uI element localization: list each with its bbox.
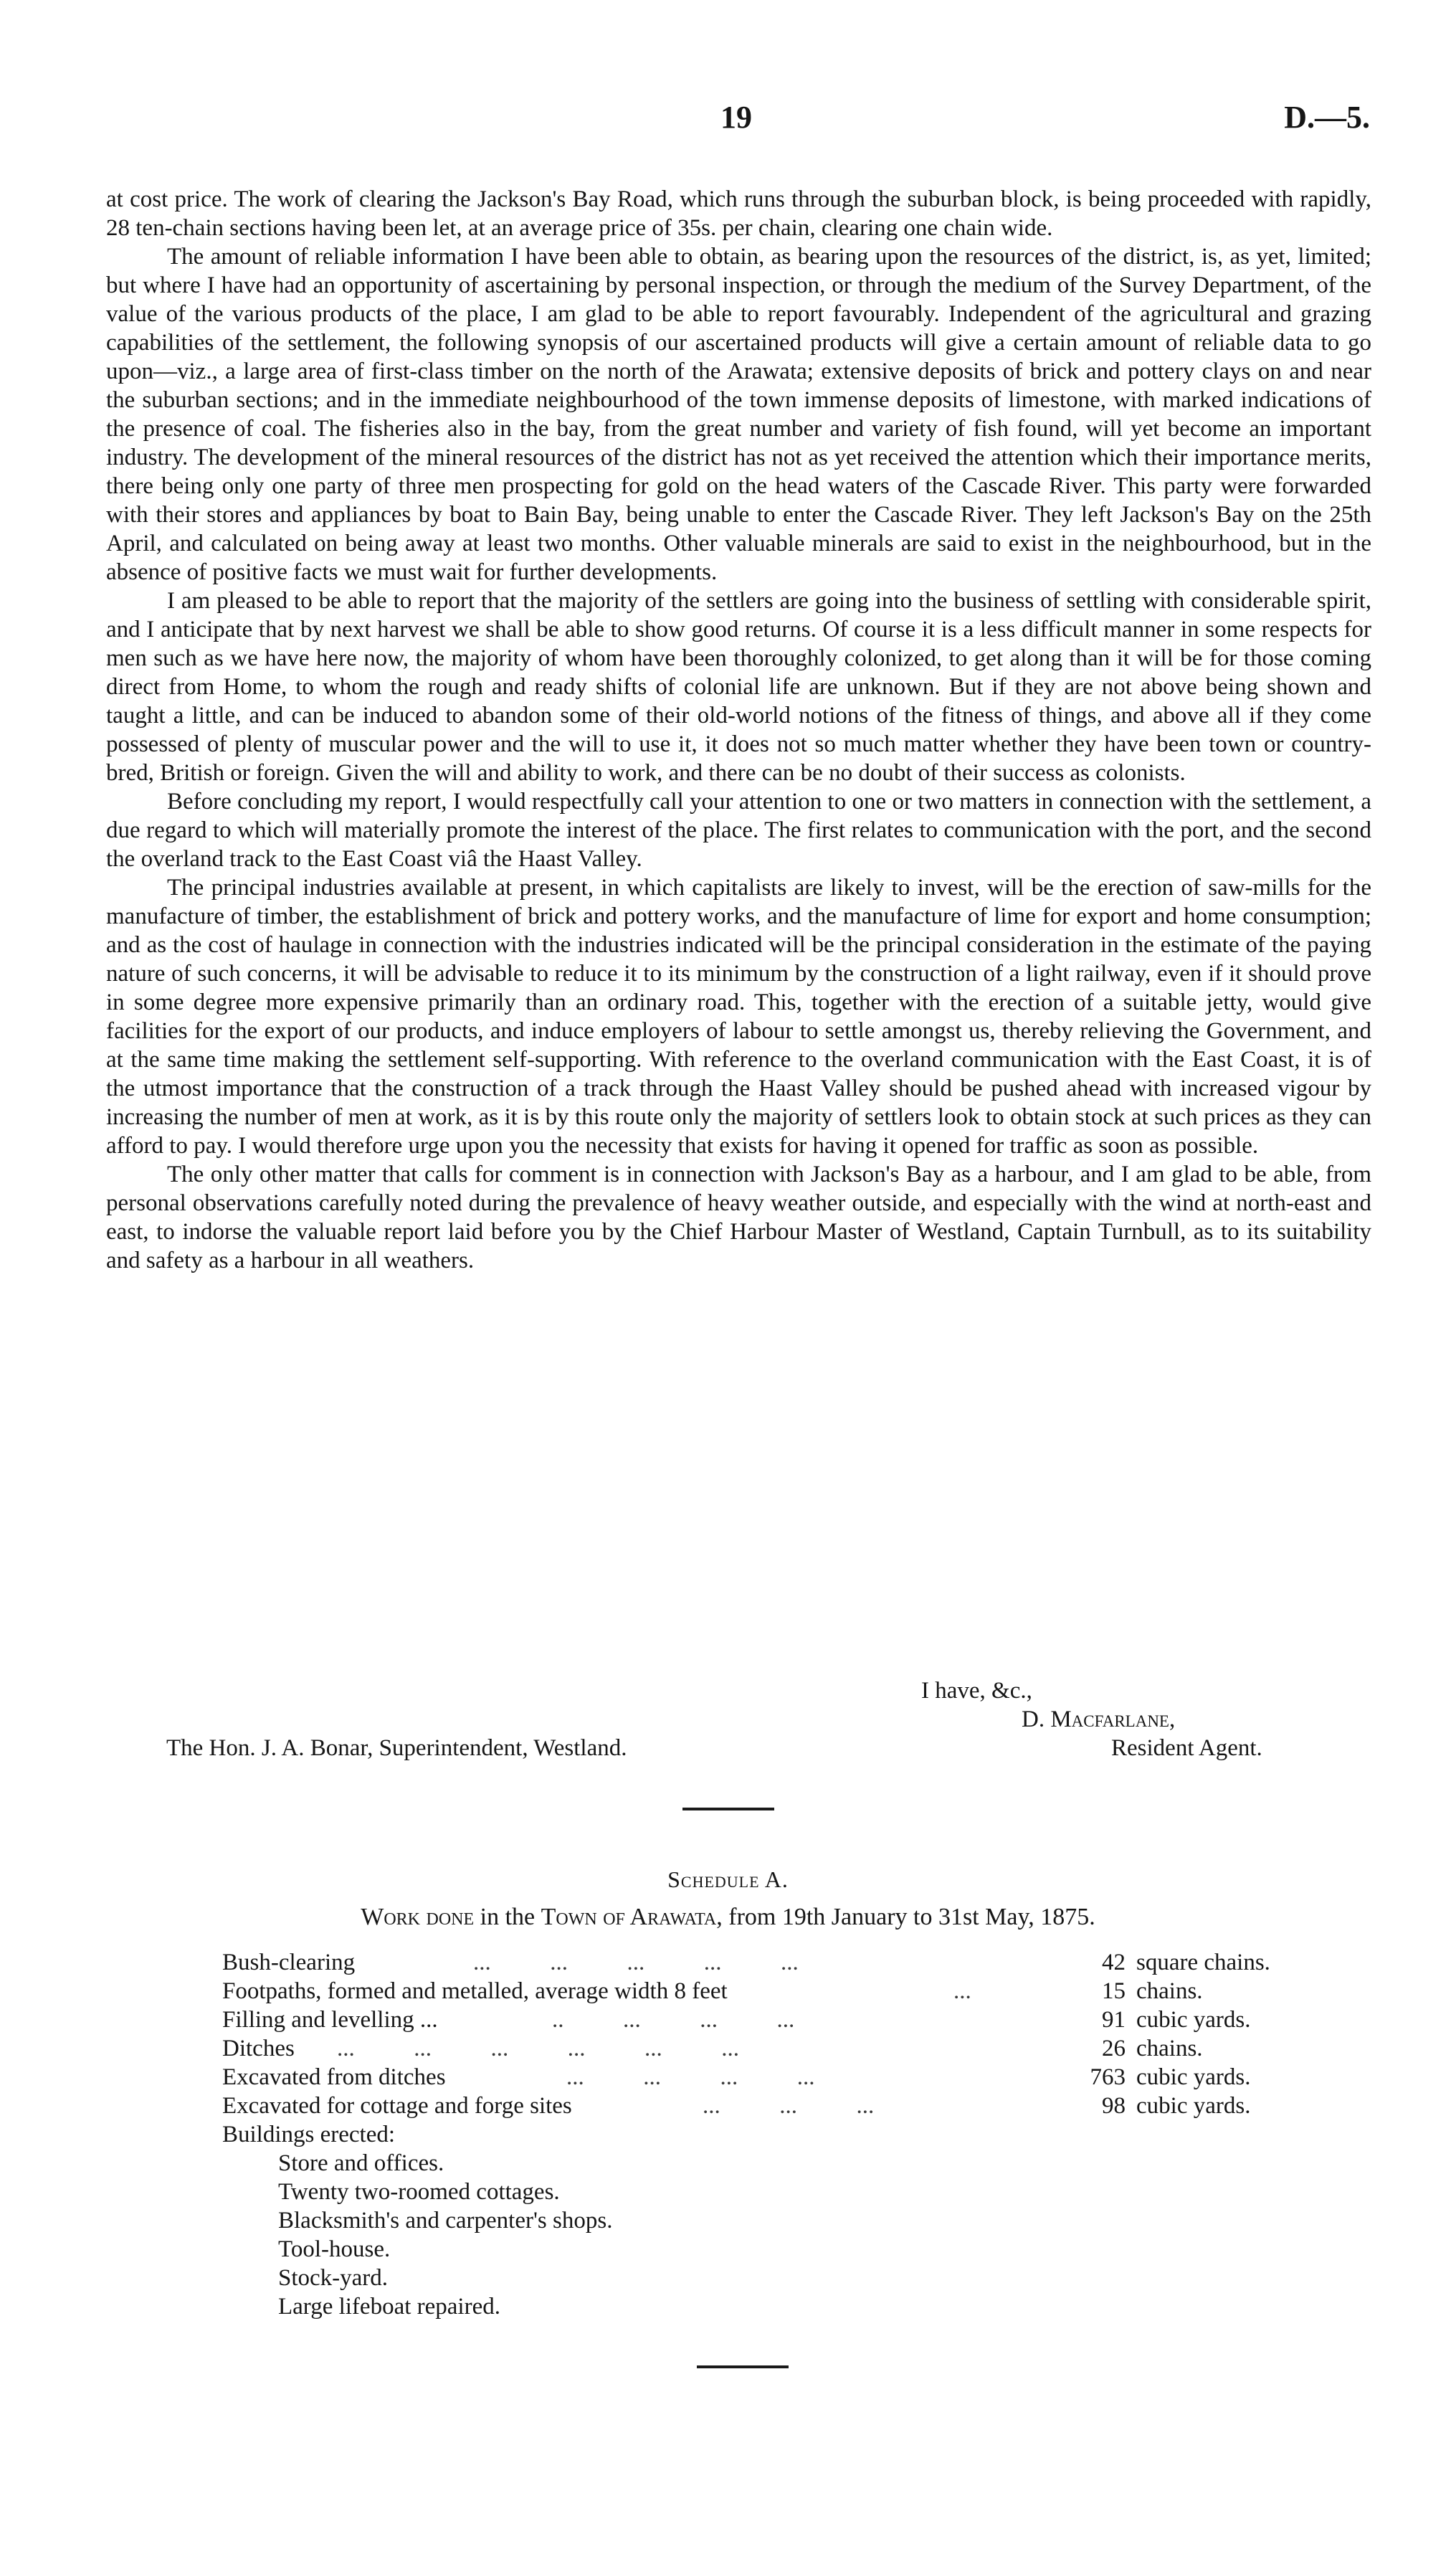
work-item-label: Bush-clearing [222, 1950, 356, 1975]
leader-dots: ... ... ... ... ... [473, 1950, 799, 1975]
paragraph: The only other matter that calls for comment is in connection with Jackson's Bay as a harbour, and I am glad to be able, from personal observations carefully noted during the prevalence of heavy weather outside, and especially with the wind at north-east and east, to indorse the valuable report laid before you by the Chief Harbour Master of Westland, Captain Turnbull, as to its suitability and safety as a harbour in all weathers. [106, 1162, 1371, 1273]
work-item-unit: square chains. [1136, 1950, 1270, 1975]
section-divider [682, 1808, 774, 1810]
table-row [222, 1977, 1298, 2006]
leader-dots: .. ... ... ... [552, 2007, 795, 2033]
subtitle-in-the: in the [474, 1904, 541, 1930]
list-item: Tool-house. [278, 2236, 391, 2262]
subtitle-dates: , from 19th January to 31st May, 1875. [716, 1904, 1095, 1930]
addressee: The Hon. J. A. Bonar, Superintendent, Westland. [166, 1735, 627, 1761]
work-item-unit: cubic yards. [1136, 2093, 1251, 2119]
section-divider [697, 2365, 789, 2368]
work-item-unit: chains. [1136, 2036, 1203, 2061]
list-item: Twenty two-roomed cottages. [278, 2179, 560, 2205]
table-row [222, 2092, 1298, 2120]
leader-dots: ... ... ... [703, 2093, 875, 2119]
work-item-quantity: 15 [1102, 1978, 1126, 2004]
paragraph: at cost price. The work of clearing the Jackson's Bay Road, which runs through the suburban block, is being proceeded with rapidly, 28 ten-chain sections having been let, at an average price of 35s. per chain, clearing one chain wide. [106, 186, 1371, 241]
work-item-unit: cubic yards. [1136, 2064, 1251, 2090]
work-item-label: Excavated for cottage and forge sites [222, 2093, 572, 2119]
table-row [222, 1948, 1298, 1977]
subtitle-work-done: Work done [361, 1904, 475, 1930]
paragraph: I am pleased to be able to report that the majority of the settlers are going into the business of settling with considerable spirit, and I anticipate that by next harvest we shall be able to show good returns. Of course it is a less difficult manner in some respects for men such as we have here now, the majority of whom have been thoroughly colonized, to get along than it will be for those coming direct from Home, to whom the rough and ready shifts of colonial life are unknown. But if they are not above being shown and taught a little, and can be induced to abandon some of their old-world notions of the fitness of things, and above all if they come possessed of plenty of muscular power and the will to use it, it does not so much matter whether they have been town or country-bred, British or foreign. Given the will and ability to work, and there can be no doubt of their success as colonists. [106, 588, 1371, 786]
list-item: Store and offices. [278, 2150, 444, 2176]
work-item-quantity: 26 [1102, 2036, 1126, 2061]
table-row [222, 2006, 1298, 2034]
leader-dots: ... ... ... ... [566, 2064, 815, 2090]
work-item-quantity: 91 [1102, 2007, 1126, 2033]
paragraph: The amount of reliable information I have been able to obtain, as bearing upon the resources of the district, is, as yet, limited; but where I have had an opportunity of ascertaining by personal inspection, or through the medium of the Survey Department, of the value of the various products of the place, I am glad to be able to report favourably. Independent of the agricultural and grazing capabilities of the settlement, the following synopsis of our ascertained products will give a certain amount of reliable data to go upon—viz., a large area of first-class timber on the north of the Arawata; extensive deposits of brick and pottery clays on and near the suburban sections; and in the immediate neighbourhood of the town immense deposits of limestone, with marked indications of the presence of coal. The fisheries also in the bay, from the great number and variety of fish found, will yet become an important industry. The development of the mineral resources of the district has not as yet received the attention which their importance merits, there being only one party of three men prospecting for gold on the head waters of the Cascade River. This party were forwarded with their stores and appliances by boat to Bain Bay, being unable to enter the Cascade River. They left Jackson's Bay on the 25th April, and calculated on being away at least two months. Other valuable minerals are said to exist in the neighbourhood, but in the absence of positive facts we must wait for further developments. [106, 244, 1371, 585]
work-schedule-table [222, 1948, 1298, 2321]
work-item-label: Ditches [222, 2036, 295, 2061]
signatory-name: D. Macfarlane, [1022, 1707, 1176, 1732]
work-item-label: Filling and levelling ... [222, 2007, 438, 2033]
document-reference: D.—5. [1284, 100, 1370, 135]
schedule-subtitle [0, 1904, 1456, 1931]
paragraph: The principal industries available at present, in which capitalists are likely to invest, will be the erection of saw-mills for the manufacture of timber, the establishment of brick and pottery works, and the manufacture of lime for export and home consumption; and as the cost of haulage in connection with the industries indicated will be the principal consideration in the estimate of the paying nature of such concerns, it will be advisable to reduce it to its minimum by the construction of a light railway, even if it should prove in some degree more expensive primarily than an ordinary road. This, together with the erection of a suitable jetty, would give facilities for the export of our products, and induce employers of labour to settle amongst us, thereby relieving the Government, and at the same time making the settlement self-supporting. With reference to the overland communication with the East Coast, it is of the utmost importance that the construction of a track through the Haast Valley should be pushed ahead with increased vigour by increasing the number of men at work, as it is by this route only the majority of settlers look to obtain stock at such prices as they can afford to pay. I would therefore urge upon you the necessity that exists for having it opened for traffic as soon as possible. [106, 875, 1371, 1159]
subtitle-town: Town of Arawata [541, 1904, 717, 1930]
work-item-quantity: 763 [1090, 2064, 1126, 2090]
report-body [106, 185, 1371, 1275]
work-item-label: Excavated from ditches [222, 2064, 446, 2090]
table-row [222, 2063, 1298, 2092]
work-item-quantity: 98 [1102, 2093, 1126, 2119]
work-item-unit: chains. [1136, 1978, 1203, 2004]
list-item: Large lifeboat repaired. [278, 2294, 500, 2320]
work-item-quantity: 42 [1102, 1950, 1126, 1975]
signatory-title: Resident Agent. [1111, 1735, 1262, 1761]
page-header [0, 99, 1456, 149]
schedule-title: Schedule A. [667, 1866, 789, 1892]
closing-line: I have, &c., [921, 1678, 1032, 1704]
work-item-unit: cubic yards. [1136, 2007, 1251, 2033]
page-number: 19 [720, 100, 752, 135]
leader-dots: ... ... ... ... ... ... [337, 2036, 739, 2061]
leader-dots: ... [953, 1978, 971, 2004]
list-item: Blacksmith's and carpenter's shops. [278, 2208, 613, 2234]
paragraph: Before concluding my report, I would respectfully call your attention to one or two matters in connection with the settlement, a due regard to which will materially promote the interest of the place. The first relates to communication with the port, and the second the overland track to the East Coast viâ the Haast Valley. [106, 789, 1371, 872]
buildings-heading: Buildings erected: [222, 2122, 396, 2147]
list-item: Stock-yard. [278, 2265, 389, 2291]
signature-block [0, 1678, 1456, 1785]
table-row [222, 2034, 1298, 2063]
work-item-label: Footpaths, formed and metalled, average width 8 feet [222, 1978, 728, 2004]
